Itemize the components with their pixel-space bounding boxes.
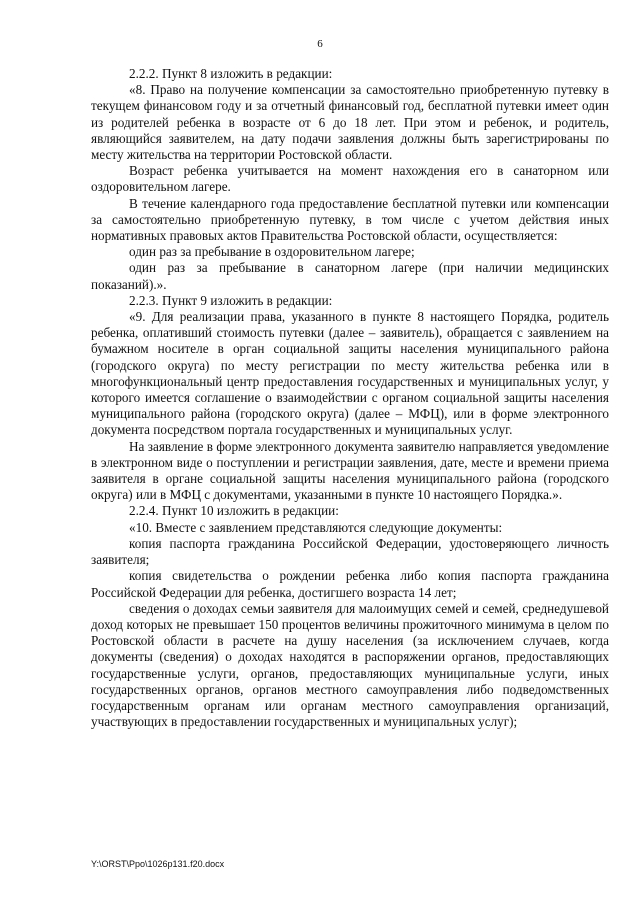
paragraph: 2.2.3. Пункт 9 изложить в редакции: — [129, 292, 333, 308]
paragraph: копия свидетельства о рождении ребенка либо копия паспорта гражданина Российской Федерации для ребенка, достигшего возраста 14 лет; — [91, 568, 609, 600]
paragraph: 2.2.2. Пункт 8 изложить в редакции: — [129, 66, 333, 81]
paragraph: «8. Право на получение компенсации за самостоятельно приобретенную путевку в текущем финансовом году и за отчетный финансовый год, бесплатной путевки имеет один из родителей ребенка в возрасте от 6 до 18 лет. При этом и ребенок, и родитель, являющийся заявителем, на дату подачи заявления должны быть зарегистрированы по месту жительства на территории Ростовской области. — [91, 82, 609, 163]
footer-file-path: Y:\ORST\Ppo\1026p131.f20.docx — [91, 859, 225, 869]
paragraph: Возраст ребенка учитывается на момент нахождения его в санаторном или оздоровительном лагере. — [91, 163, 609, 195]
paragraph: копия паспорта гражданина Российской Федерации, удостоверяющего личность заявителя; — [91, 535, 609, 568]
paragraph: «10. Вместе с заявлением представляются следующие документы: — [129, 519, 503, 535]
paragraph: «9. Для реализации права, указанного в пункте 8 настоящего Порядка, родитель ребенка, оплативший стоимость путевки (далее – заявитель), обращается с заявлением на бумажном носителе в орган социальной защиты населения муниципального района (городского округа) по месту регистрации по месту жительства ребенка или в многофункциональный центр предоставления государственных и муниципальных услуг, у которого имеется соглашение о взаимодействии с органом социальной защиты населения муниципального района (городского округа) (далее – МФЦ), или в форме электронного документа посредством портала государственных и муниципальных услуг. — [91, 309, 609, 438]
paragraph: 2.2.4. Пункт 10 изложить в редакции: — [129, 503, 339, 519]
document-body — [91, 66, 609, 730]
page-number: 6 — [317, 38, 323, 50]
paragraph: сведения о доходах семьи заявителя для малоимущих семей и семей, среднедушевой доход которых не превышает 150 процентов величины прожиточного минимума в целом по Ростовской области в расчете на душу населения (за исключением случаев, когда документы (сведения) о доходах находятся в распоряжении органов, предоставляющих государственные услуги, органов, предоставляющих муниципальные услуги, иных государственных органов, органов местного самоуправления либо подведомственных государственным органам или органам местного самоуправления организаций, участвующих в предоставлении государственных и муниципальных услуг); — [91, 600, 609, 730]
paragraph: В течение календарного года предоставление бесплатной путевки или компенсации за самостоятельно приобретенную путевку, в том числе с учетом действия иных нормативных правовых актов Правительства Ростовской области, осуществляется: — [91, 195, 609, 244]
paragraph: На заявление в форме электронного документа заявителю направляется уведомление в электронном виде о поступлении и регистрации заявления, дате, месте и времени приема заявителя в органе социальной защиты населения муниципального района (городского округа) или в МФЦ с документами, указанными в пункте 10 настоящего Порядка.». — [91, 438, 609, 503]
paragraph: один раз за пребывание в оздоровительном лагере; — [129, 244, 415, 260]
paragraph: один раз за пребывание в санаторном лагере (при наличии медицинских показаний).». — [91, 260, 609, 292]
